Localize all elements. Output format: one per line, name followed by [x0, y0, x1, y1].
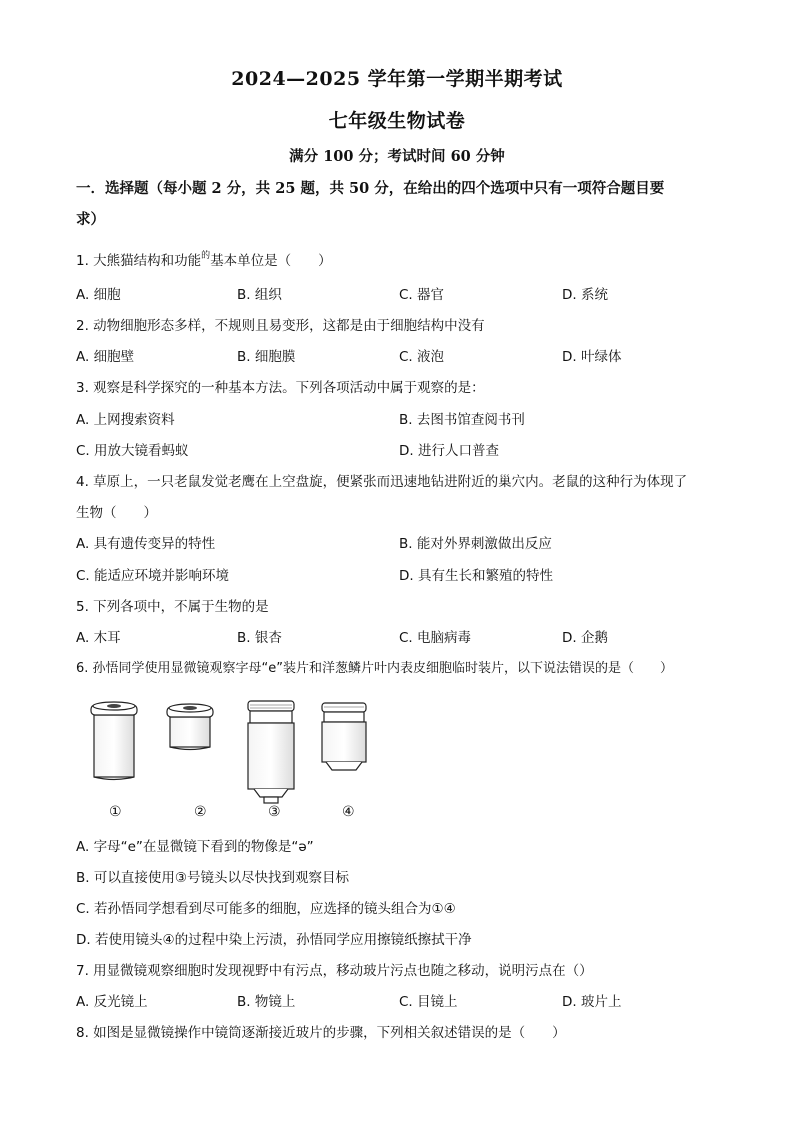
question-7-option-d[interactable]: D. 玻片上	[562, 994, 622, 1010]
question-7-option-c[interactable]: C. 目镜上	[399, 994, 458, 1010]
question-5-stem: 5. 下列各项中，不属于生物的是	[76, 599, 269, 615]
lens-label-4: ④	[342, 804, 355, 820]
lens-label-3: ③	[268, 804, 281, 820]
question-4-stem: 4. 草原上，一只老鼠发觉老鹰在上空盘旋，便紧张而迅速地钻进附近的巢穴内。老鼠的这种行为体现了	[76, 474, 688, 490]
lens-figure	[84, 697, 384, 827]
question-4-stem-cont: 生物（ ）	[76, 505, 157, 521]
exam-title: 2024—2025 学年第一学期半期考试	[231, 68, 563, 90]
exam-info: 满分 100 分；考试时间 60 分钟	[289, 148, 505, 165]
objective-long-icon	[248, 701, 294, 803]
question-8-stem: 8. 如图是显微镜操作中镜筒逐渐接近玻片的步骤，下列相关叙述错误的是（ ）	[76, 1025, 566, 1041]
section-heading-line1: 一．选择题（每小题 2 分，共 25 题，共 50 分，在给出的四个选项中只有一项符合题目要	[76, 180, 665, 197]
question-3-option-d[interactable]: D. 进行人口普查	[399, 443, 499, 459]
question-7-option-a[interactable]: A. 反光镜上	[76, 994, 148, 1010]
question-2-stem: 2. 动物细胞形态多样，不规则且易变形，这都是由于细胞结构中没有	[76, 318, 485, 334]
lens-label-2: ②	[194, 804, 207, 820]
question-3-stem: 3. 观察是科学探究的一种基本方法。下列各项活动中属于观察的是：	[76, 380, 485, 396]
eyepiece-long-icon	[91, 702, 137, 780]
exam-subject: 七年级生物试卷	[328, 110, 466, 132]
question-7-stem: 7. 用显微镜观察细胞时发现视野中有污点，移动玻片污点也随之移动，说明污点在（）	[76, 963, 593, 979]
question-4-option-c[interactable]: C. 能适应环境并影响环境	[76, 568, 230, 584]
lens-label-1: ①	[109, 804, 122, 820]
question-3-option-c[interactable]: C. 用放大镜看蚂蚁	[76, 443, 189, 459]
eyepiece-short-icon	[167, 704, 213, 750]
question-3-option-a[interactable]: A. 上网搜索资料	[76, 412, 175, 428]
question-6-option-c[interactable]: C. 若孙悟同学想看到尽可能多的细胞，应选择的镜头组合为①④	[76, 901, 456, 917]
question-1-stem	[76, 249, 332, 269]
question-4-option-a[interactable]: A. 具有遗传变异的特性	[76, 536, 216, 552]
question-4-option-b[interactable]: B. 能对外界刺激做出反应	[399, 536, 552, 552]
question-2-option-c[interactable]: C. 液泡	[399, 349, 445, 365]
question-2-option-b[interactable]: B. 细胞膜	[237, 349, 296, 365]
question-5-option-d[interactable]: D. 企鹅	[562, 630, 608, 646]
question-2-option-d[interactable]: D. 叶绿体	[562, 349, 622, 365]
question-6-option-d[interactable]: D. 若使用镜头④的过程中染上污渍，孙悟同学应用擦镜纸擦拭干净	[76, 932, 472, 948]
question-1-option-b[interactable]: B. 组织	[237, 287, 282, 303]
section-heading-line2: 求）	[76, 211, 105, 228]
question-7-option-b[interactable]: B. 物镜上	[237, 994, 296, 1010]
question-2-option-a[interactable]: A. 细胞壁	[76, 349, 135, 365]
question-1-option-d[interactable]: D. 系统	[562, 287, 608, 303]
question-1-option-a[interactable]: A. 细胞	[76, 287, 121, 303]
question-6-option-b[interactable]: B. 可以直接使用③号镜头以尽快找到观察目标	[76, 870, 349, 886]
question-6-stem: 6. 孙悟同学使用显微镜观察字母“e”装片和洋葱鳞片叶内表皮细胞临时装片，以下说法错误的是（ ）	[76, 661, 674, 676]
question-1-option-c[interactable]: C. 器官	[399, 287, 445, 303]
objective-short-icon	[322, 703, 366, 770]
question-1-stem-part2: 基本单位是（ ）	[210, 253, 332, 269]
question-5-option-a[interactable]: A. 木耳	[76, 630, 121, 646]
section-heading	[76, 173, 726, 235]
question-3-option-b[interactable]: B. 去图书馆查阅书刊	[399, 412, 525, 428]
question-1-stem-sup: 的	[201, 251, 211, 261]
question-4-option-d[interactable]: D. 具有生长和繁殖的特性	[399, 568, 553, 584]
question-1-stem-part1: 1. 大熊猫结构和功能	[76, 253, 202, 269]
question-5-option-c[interactable]: C. 电脑病毒	[399, 630, 472, 646]
question-5-option-b[interactable]: B. 银杏	[237, 630, 282, 646]
question-6-option-a[interactable]: A. 字母“e”在显微镜下看到的物像是“ə”	[76, 839, 314, 855]
